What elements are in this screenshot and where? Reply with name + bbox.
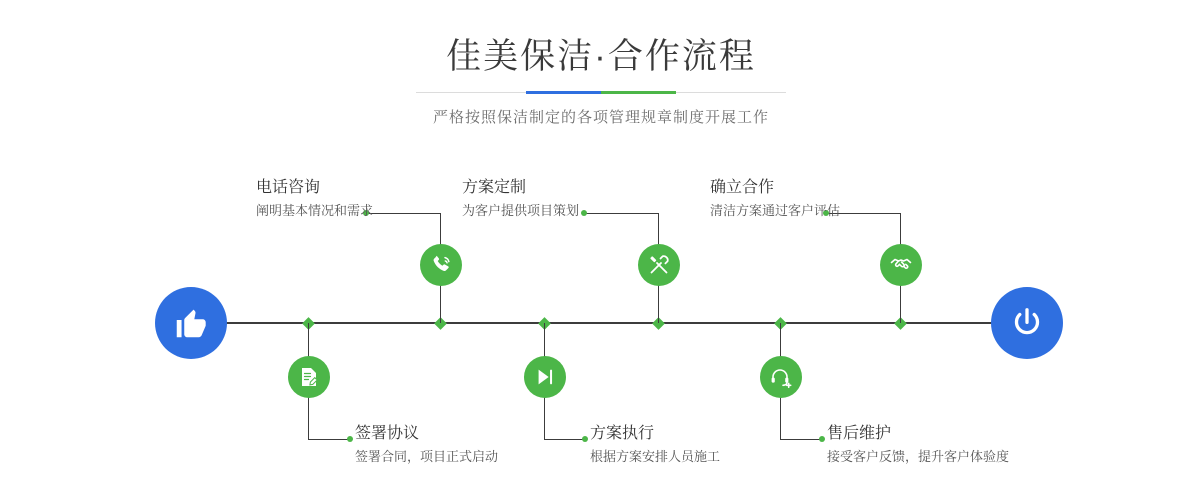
connector-step-6-horizontal <box>780 439 822 440</box>
step-5-icon-badge <box>880 244 922 286</box>
timeline-start-node <box>155 287 227 359</box>
header <box>0 34 1202 127</box>
title-divider <box>416 91 786 94</box>
step-3-desc: 为客户提供项目策划 <box>462 203 580 218</box>
step-4-title: 方案执行 <box>590 425 655 442</box>
page-title: 佳美保洁·合作流程 <box>446 37 756 76</box>
page-subtitle: 严格按照保洁制定的各项管理规章制度开展工作 <box>432 109 769 126</box>
timeline <box>0 150 1202 502</box>
step-2-desc: 签署合同，项目正式启动 <box>355 449 499 464</box>
connector-step-3-endpoint <box>581 210 587 216</box>
step-4-label <box>590 424 720 466</box>
contract-edit-icon <box>297 365 321 389</box>
thumbs-up-icon <box>173 305 209 341</box>
divider-accent-green <box>601 91 676 94</box>
step-1-title: 电话咨询 <box>256 179 321 196</box>
timeline-end-node <box>991 287 1063 359</box>
step-4-icon-badge <box>524 356 566 398</box>
step-6-label <box>827 424 1009 466</box>
step-4-desc: 根据方案安排人员施工 <box>590 449 721 464</box>
customer-service-add-icon <box>769 365 793 389</box>
step-1-label <box>256 178 373 220</box>
step-6-desc: 接受客户反馈，提升客户体验度 <box>827 449 1010 464</box>
step-1-icon-badge <box>420 244 462 286</box>
step-3-title: 方案定制 <box>462 179 527 196</box>
step-2-icon-badge <box>288 356 330 398</box>
step-6-title: 售后维护 <box>827 425 892 442</box>
step-2-title: 签署协议 <box>355 425 420 442</box>
connector-step-4-horizontal <box>544 439 584 440</box>
step-3-icon-badge <box>638 244 680 286</box>
connector-step-1-horizontal <box>366 213 441 214</box>
step-2-label <box>355 424 498 466</box>
connector-step-2-horizontal <box>308 439 350 440</box>
step-3-label <box>462 178 579 220</box>
divider-accent-blue <box>526 91 601 94</box>
step-5-label <box>710 178 840 220</box>
step-6-icon-badge <box>760 356 802 398</box>
step-5-desc: 清洁方案通过客户评估 <box>710 203 841 218</box>
connector-step-6-endpoint <box>819 436 825 442</box>
handshake-icon <box>889 253 913 277</box>
step-5-title: 确立合作 <box>710 179 775 196</box>
play-forward-icon <box>534 366 556 388</box>
power-icon <box>1009 305 1045 341</box>
phone-call-icon <box>429 253 453 277</box>
connector-step-3-horizontal <box>584 213 659 214</box>
tools-icon <box>647 253 671 277</box>
connector-step-4-endpoint <box>582 436 588 442</box>
connector-step-2-endpoint <box>347 436 353 442</box>
step-1-desc: 阐明基本情况和需求 <box>256 203 374 218</box>
